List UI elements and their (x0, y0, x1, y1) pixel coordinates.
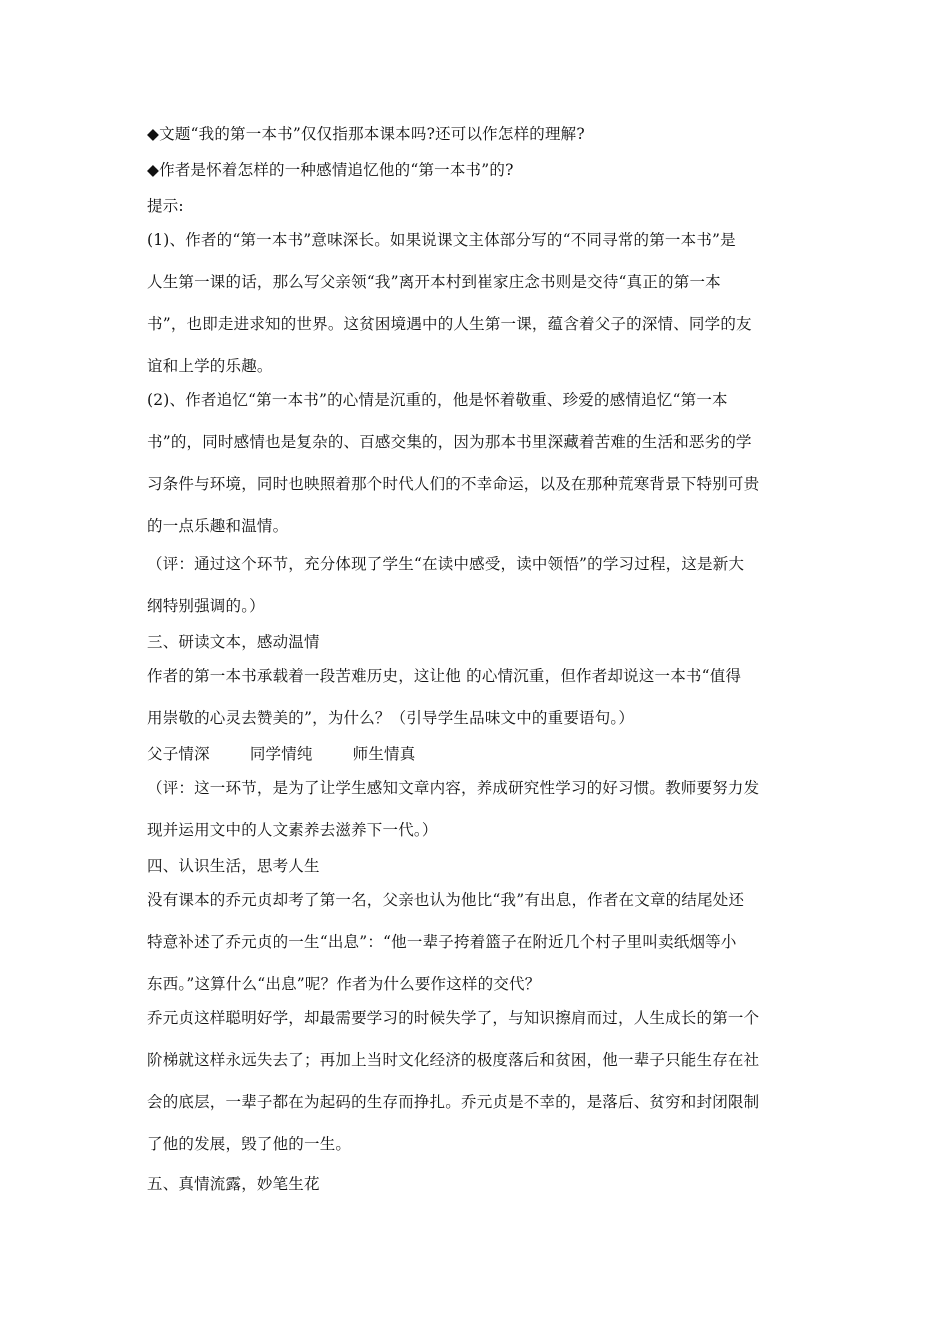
item-classmates: 同学情纯 (249, 745, 313, 763)
section-3-line: 用崇敬的心灵去赞美的”，为什么？（引导学生品味文中的重要语句。） (147, 709, 635, 727)
comment-2-paragraph (147, 778, 812, 840)
comment-1-line: （评：通过这个环节，充分体现了学生“在读中感受，读中领悟”的学习过程，这是新大 (147, 555, 745, 573)
section-4-heading: 四、认识生活，思考人生 (147, 857, 320, 875)
hint-2-line: 习条件与环境，同时也映照着那个时代人们的不幸命运，以及在那种荒寒背景下特别可贵 (147, 475, 760, 493)
section-4-q-line: 特意补述了乔元贞的一生“出息”：“他一辈子挎着篮子在附近几个村子里叫卖纸烟等小 (147, 933, 737, 951)
comment-2-line: 现并运用文中的人文素养去滋养下一代。） (147, 821, 438, 839)
question-1: ◆文题“我的第一本书”仅仅指那本课本吗?还可以作怎样的理解? (147, 125, 585, 143)
section-3-body (147, 666, 812, 728)
section-3-items (147, 742, 812, 764)
comment-1-paragraph (147, 554, 812, 616)
section-4-question (147, 890, 812, 994)
hint-2-line: (2)、作者追忆“第一本书”的心情是沉重的，他是怀着敬重、珍爱的感情追忆“第一本 (147, 391, 728, 409)
section-4-a-line: 会的底层，一辈子都在为起码的生存而挣扎。乔元贞是不幸的，是落后、贫穷和封闭限制 (147, 1093, 760, 1111)
section-3-heading: 三、研读文本，感动温情 (147, 633, 320, 651)
item-father-son: 父子情深 (147, 745, 210, 763)
hint-1-line: (1)、作者的“第一本书”意味深长。如果说课文主体部分写的“不同寻常的第一本书”是 (147, 231, 736, 249)
hint-2-line: 的一点乐趣和温情。 (147, 517, 289, 535)
hint-1-line: 谊和上学的乐趣。 (147, 357, 273, 375)
question-2: ◆作者是怀着怎样的一种感情追忆他的“第一本书”的? (147, 161, 514, 179)
document-body (147, 122, 812, 1194)
section-3-line: 作者的第一本书承载着一段苦难历史，这让他 的心情沉重，但作者却说这一本书“值得 (147, 667, 742, 685)
comment-1-line: 纲特别强调的。） (147, 597, 265, 615)
section-4-a-line: 了他的发展，毁了他的一生。 (147, 1135, 352, 1153)
item-teacher-student: 师生情真 (352, 745, 416, 763)
comment-2-line: （评：这一环节，是为了让学生感知文章内容，养成研究性学习的好习惯。教师要努力发 (147, 779, 760, 797)
hint-2-line: 书”的，同时感情也是复杂的、百感交集的，因为那本书里深藏着苦难的生活和恶劣的学 (147, 433, 752, 451)
hint-label: 提示: (147, 197, 184, 215)
section-4-answer (147, 1008, 812, 1154)
section-4-q-line: 没有课本的乔元贞却考了第一名，父亲也认为他比“我”有出息，作者在文章的结尾处还 (147, 891, 745, 909)
section-4-a-line: 阶梯就这样永远失去了；再加上当时文化经济的极度落后和贫困，他一辈子只能生存在社 (147, 1051, 760, 1069)
section-4-a-line: 乔元贞这样聪明好学，却最需要学习的时候失学了，与知识擦肩而过，人生成长的第一个 (147, 1009, 760, 1027)
hint-1-paragraph (147, 230, 812, 376)
hint-1-line: 人生第一课的话，那么写父亲领“我”离开本村到崔家庄念书则是交待“真正的第一本 (147, 273, 721, 291)
section-5-heading: 五、真情流露，妙笔生花 (147, 1175, 320, 1193)
hint-2-paragraph (147, 390, 812, 536)
section-4-q-line: 东西。”这算什么“出息”呢？作者为什么要作这样的交代？ (147, 975, 541, 993)
hint-1-line: 书”，也即走进求知的世界。这贫困境遇中的人生第一课，蕴含着父子的深情、同学的友 (147, 315, 752, 333)
